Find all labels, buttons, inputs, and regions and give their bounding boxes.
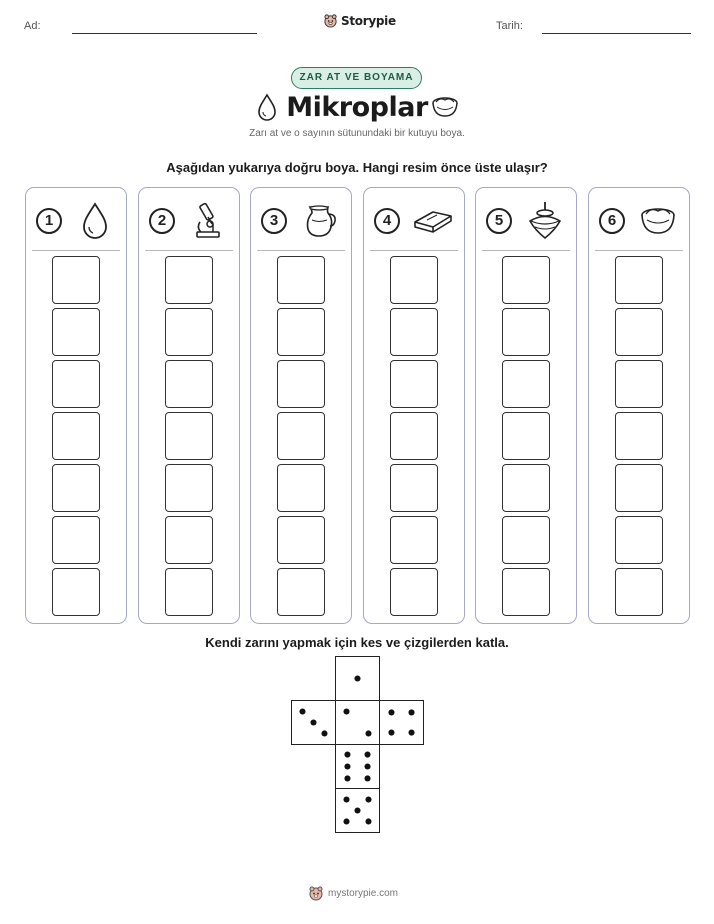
color-box[interactable] bbox=[615, 360, 663, 408]
die-face-1 bbox=[335, 656, 380, 701]
soap-bar-icon bbox=[413, 200, 453, 240]
brand-logo bbox=[323, 13, 396, 28]
color-box[interactable] bbox=[502, 360, 550, 408]
color-box[interactable] bbox=[165, 308, 213, 356]
color-box[interactable] bbox=[52, 568, 100, 616]
microscope-icon bbox=[188, 200, 228, 240]
column-2 bbox=[138, 187, 240, 624]
column-1 bbox=[25, 187, 127, 624]
water-drop-icon bbox=[75, 200, 115, 240]
color-box[interactable] bbox=[52, 464, 100, 512]
storypie-mascot-icon bbox=[308, 885, 324, 901]
column-5 bbox=[475, 187, 577, 624]
color-box[interactable] bbox=[52, 516, 100, 564]
color-box[interactable] bbox=[615, 256, 663, 304]
name-label: Ad: bbox=[24, 20, 41, 32]
column-header bbox=[364, 188, 464, 250]
color-box[interactable] bbox=[277, 256, 325, 304]
color-box[interactable] bbox=[165, 360, 213, 408]
color-box[interactable] bbox=[390, 256, 438, 304]
color-box[interactable] bbox=[52, 308, 100, 356]
color-box[interactable] bbox=[165, 568, 213, 616]
color-box[interactable] bbox=[502, 464, 550, 512]
die-face-2 bbox=[335, 700, 380, 745]
color-box[interactable] bbox=[277, 412, 325, 460]
color-box[interactable] bbox=[502, 568, 550, 616]
column-header bbox=[26, 188, 126, 250]
color-box[interactable] bbox=[165, 412, 213, 460]
column-header bbox=[589, 188, 689, 250]
instruction-text: Aşağıdan yukarıya doğru boya. Hangi resim önce üste ulaşır? bbox=[166, 160, 548, 175]
color-box[interactable] bbox=[502, 308, 550, 356]
color-box[interactable] bbox=[502, 516, 550, 564]
column-4 bbox=[363, 187, 465, 624]
spinning-top-icon bbox=[525, 200, 565, 240]
column-number: 4 bbox=[374, 208, 400, 234]
die-face-3 bbox=[291, 700, 336, 745]
column-number: 6 bbox=[599, 208, 625, 234]
column-header bbox=[476, 188, 576, 250]
color-box[interactable] bbox=[390, 568, 438, 616]
column-header bbox=[251, 188, 351, 250]
column-header bbox=[139, 188, 239, 250]
color-box[interactable] bbox=[165, 464, 213, 512]
dice-instruction: Kendi zarını yapmak için kes ve çizgilerden katla. bbox=[205, 635, 509, 650]
date-label: Tarih: bbox=[496, 20, 523, 32]
subtitle: Zarı at ve o sayının sütunundaki bir kutuyu boya. bbox=[249, 128, 465, 139]
color-box[interactable] bbox=[277, 360, 325, 408]
color-box[interactable] bbox=[277, 464, 325, 512]
color-box[interactable] bbox=[390, 412, 438, 460]
activity-badge: ZAR AT VE BOYAMA bbox=[291, 67, 422, 89]
color-box[interactable] bbox=[52, 360, 100, 408]
color-box[interactable] bbox=[390, 464, 438, 512]
die-face-4 bbox=[379, 700, 424, 745]
date-line bbox=[542, 33, 691, 34]
color-box[interactable] bbox=[615, 464, 663, 512]
brand-name: Storypie bbox=[341, 13, 396, 28]
color-box[interactable] bbox=[615, 412, 663, 460]
column-number: 3 bbox=[261, 208, 287, 234]
column-number: 1 bbox=[36, 208, 62, 234]
bowl-icon bbox=[638, 200, 678, 240]
die-face-5 bbox=[335, 788, 380, 833]
footer bbox=[308, 885, 398, 901]
color-box[interactable] bbox=[52, 412, 100, 460]
footer-url: mystorypie.com bbox=[328, 887, 399, 899]
bowl-icon bbox=[430, 94, 460, 120]
color-box[interactable] bbox=[390, 360, 438, 408]
page-title: Mikroplar bbox=[286, 92, 428, 123]
color-box[interactable] bbox=[502, 412, 550, 460]
column-6 bbox=[588, 187, 690, 624]
color-box[interactable] bbox=[277, 516, 325, 564]
column-3 bbox=[250, 187, 352, 624]
color-box[interactable] bbox=[165, 256, 213, 304]
color-box[interactable] bbox=[52, 256, 100, 304]
column-number: 5 bbox=[486, 208, 512, 234]
color-box[interactable] bbox=[390, 516, 438, 564]
color-box[interactable] bbox=[502, 256, 550, 304]
color-box[interactable] bbox=[277, 568, 325, 616]
die-face-6 bbox=[335, 744, 380, 789]
color-box[interactable] bbox=[390, 308, 438, 356]
color-box[interactable] bbox=[615, 308, 663, 356]
column-number: 2 bbox=[149, 208, 175, 234]
jug-icon bbox=[300, 200, 340, 240]
storypie-mascot-icon bbox=[323, 13, 338, 28]
color-box[interactable] bbox=[615, 516, 663, 564]
color-box[interactable] bbox=[615, 568, 663, 616]
color-box[interactable] bbox=[277, 308, 325, 356]
name-line bbox=[72, 33, 257, 34]
color-box[interactable] bbox=[165, 516, 213, 564]
